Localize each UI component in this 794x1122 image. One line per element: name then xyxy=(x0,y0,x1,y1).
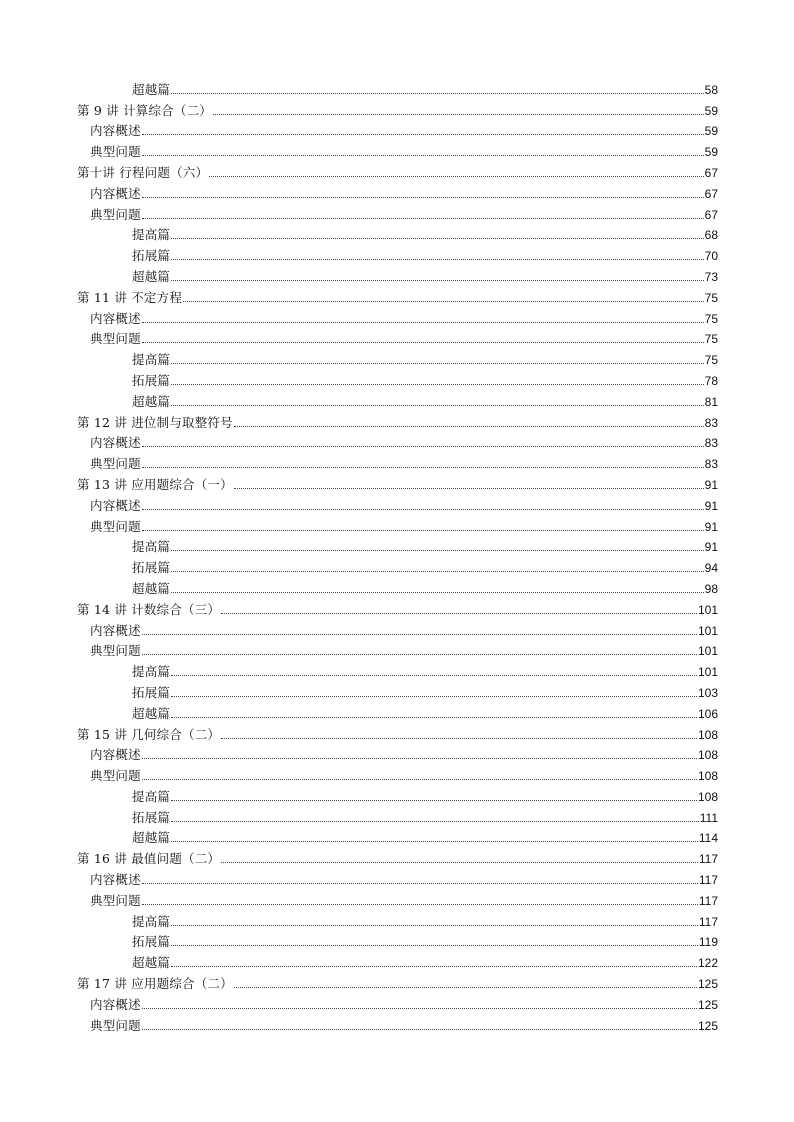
toc-page-number: 117 xyxy=(698,914,718,929)
toc-chapter-entry[interactable] xyxy=(77,284,718,305)
toc-section-entry[interactable] xyxy=(77,742,718,763)
toc-section-entry[interactable] xyxy=(77,326,718,347)
toc-page-number: 103 xyxy=(697,685,718,700)
toc-section-entry[interactable] xyxy=(77,513,718,534)
toc-entry-title: 超越篇 xyxy=(132,580,171,596)
toc-section-entry[interactable] xyxy=(77,305,718,326)
toc-dot-leader xyxy=(171,925,698,926)
toc-page-number: 83 xyxy=(704,415,718,430)
toc-entry-title: 第 16 讲 最值问题（二） xyxy=(77,851,221,867)
toc-page-number: 83 xyxy=(704,436,718,451)
toc-dot-leader xyxy=(142,654,697,655)
toc-dot-leader xyxy=(142,758,697,759)
toc-dot-leader xyxy=(221,862,698,863)
toc-entry-title: 典型问题 xyxy=(90,518,141,534)
toc-dot-leader xyxy=(142,779,697,780)
toc-dot-leader xyxy=(142,446,704,447)
toc-subsection-entry[interactable] xyxy=(77,222,718,243)
toc-entry-title: 典型问题 xyxy=(90,331,141,347)
toc-section-entry[interactable] xyxy=(77,638,718,659)
toc-page-number: 125 xyxy=(697,977,718,992)
toc-subsection-entry[interactable] xyxy=(77,575,718,596)
toc-dot-leader xyxy=(171,966,697,967)
toc-page-number: 75 xyxy=(704,311,718,326)
toc-page-number: 114 xyxy=(698,831,718,846)
toc-page-number: 117 xyxy=(698,852,718,867)
toc-section-entry[interactable] xyxy=(77,180,718,201)
toc-subsection-entry[interactable] xyxy=(77,908,718,929)
toc-entry-title: 拓展篇 xyxy=(132,248,171,264)
toc-dot-leader xyxy=(234,426,704,427)
toc-dot-leader xyxy=(234,987,697,988)
toc-subsection-entry[interactable] xyxy=(77,658,718,679)
toc-entry-title: 内容概述 xyxy=(90,747,141,763)
toc-chapter-entry[interactable] xyxy=(77,596,718,617)
toc-dot-leader xyxy=(142,197,704,198)
toc-dot-leader xyxy=(142,1029,697,1030)
toc-entry-title: 第 15 讲 几何综合（二） xyxy=(77,726,221,742)
toc-page-number: 75 xyxy=(704,332,718,347)
toc-dot-leader xyxy=(171,384,704,385)
toc-entry-title: 提高篇 xyxy=(132,913,171,929)
toc-page-number: 108 xyxy=(697,789,718,804)
toc-page-number: 122 xyxy=(697,956,718,971)
toc-entry-title: 内容概述 xyxy=(90,123,141,139)
toc-chapter-entry[interactable] xyxy=(77,845,718,866)
toc-subsection-entry[interactable] xyxy=(77,825,718,846)
toc-dot-leader xyxy=(171,717,697,718)
toc-page-number: 106 xyxy=(697,706,718,721)
toc-page-number: 125 xyxy=(697,997,718,1012)
toc-section-entry[interactable] xyxy=(77,762,718,783)
toc-dot-leader xyxy=(234,488,704,489)
toc-subsection-entry[interactable] xyxy=(77,929,718,950)
toc-dot-leader xyxy=(142,342,704,343)
toc-entry-title: 第十讲 行程问题（六） xyxy=(77,164,209,180)
toc-page-number: 117 xyxy=(698,893,718,908)
toc-section-entry[interactable] xyxy=(77,201,718,222)
toc-subsection-entry[interactable] xyxy=(77,534,718,555)
toc-chapter-entry[interactable] xyxy=(77,97,718,118)
toc-entry-title: 超越篇 xyxy=(132,955,171,971)
toc-dot-leader xyxy=(142,634,697,635)
toc-dot-leader xyxy=(171,363,704,364)
toc-page-number: 67 xyxy=(704,186,718,201)
toc-dot-leader xyxy=(171,821,699,822)
toc-entry-title: 超越篇 xyxy=(132,830,171,846)
toc-entry-title: 拓展篇 xyxy=(132,809,171,825)
toc-section-entry[interactable] xyxy=(77,617,718,638)
toc-entry-title: 第 14 讲 计数综合（三） xyxy=(77,601,221,617)
toc-dot-leader xyxy=(171,592,704,593)
toc-page-number: 91 xyxy=(704,540,718,555)
toc-page-number: 119 xyxy=(698,935,718,950)
toc-dot-leader xyxy=(142,509,704,510)
toc-dot-leader xyxy=(213,114,704,115)
toc-dot-leader xyxy=(171,945,698,946)
toc-page-number: 59 xyxy=(704,145,718,160)
toc-entry-title: 提高篇 xyxy=(132,352,171,368)
toc-dot-leader xyxy=(171,550,704,551)
toc-entry-title: 超越篇 xyxy=(132,268,171,284)
toc-entry-title: 典型问题 xyxy=(90,206,141,222)
toc-subsection-entry[interactable] xyxy=(77,679,718,700)
toc-dot-leader xyxy=(171,238,704,239)
toc-subsection-entry[interactable] xyxy=(77,367,718,388)
toc-section-entry[interactable] xyxy=(77,138,718,159)
toc-dot-leader xyxy=(171,841,698,842)
toc-page-number: 68 xyxy=(704,228,718,243)
toc-entry-title: 内容概述 xyxy=(90,497,141,513)
toc-subsection-entry[interactable] xyxy=(77,346,718,367)
toc-page-number: 59 xyxy=(704,103,718,118)
toc-dot-leader xyxy=(142,904,698,905)
toc-entry-title: 超越篇 xyxy=(132,705,171,721)
toc-entry-title: 超越篇 xyxy=(132,393,171,409)
toc-dot-leader xyxy=(183,301,704,302)
toc-page-number: 117 xyxy=(698,873,718,888)
toc-dot-leader xyxy=(171,571,704,572)
toc-entry-title: 内容概述 xyxy=(90,996,141,1012)
toc-page-number: 101 xyxy=(697,644,718,659)
toc-page-number: 108 xyxy=(697,727,718,742)
toc-subsection-entry[interactable] xyxy=(77,949,718,970)
toc-entry-title: 提高篇 xyxy=(132,227,171,243)
toc-page-number: 101 xyxy=(697,665,718,680)
toc-dot-leader xyxy=(142,530,704,531)
toc-page-number: 67 xyxy=(704,207,718,222)
toc-section-entry[interactable] xyxy=(77,450,718,471)
toc-entry-title: 提高篇 xyxy=(132,539,171,555)
toc-entry-title: 第 12 讲 进位制与取整符号 xyxy=(77,414,233,430)
toc-section-entry[interactable] xyxy=(77,430,718,451)
toc-dot-leader xyxy=(171,696,697,697)
toc-subsection-entry[interactable] xyxy=(77,263,718,284)
toc-subsection-entry[interactable] xyxy=(77,700,718,721)
toc-section-entry[interactable] xyxy=(77,492,718,513)
toc-page-number: 73 xyxy=(704,269,718,284)
toc-page-number: 78 xyxy=(704,373,718,388)
toc-page-number: 75 xyxy=(704,353,718,368)
toc-page-number: 125 xyxy=(697,1018,718,1033)
toc-entry-title: 第 17 讲 应用题综合（二） xyxy=(77,976,233,992)
toc-page-number: 59 xyxy=(704,124,718,139)
toc-entry-title: 超越篇 xyxy=(132,81,171,97)
toc-dot-leader xyxy=(171,405,704,406)
toc-chapter-entry[interactable] xyxy=(77,721,718,742)
toc-dot-leader xyxy=(142,883,698,884)
toc-dot-leader xyxy=(142,155,704,156)
toc-entry-title: 拓展篇 xyxy=(132,684,171,700)
toc-entry-title: 内容概述 xyxy=(90,185,141,201)
toc-entry-title: 典型问题 xyxy=(90,1017,141,1033)
toc-page-number: 75 xyxy=(704,290,718,305)
toc-entry-title: 典型问题 xyxy=(90,456,141,472)
toc-entry-title: 典型问题 xyxy=(90,768,141,784)
toc-dot-leader xyxy=(142,467,704,468)
toc-page-number: 91 xyxy=(704,498,718,513)
toc-chapter-entry[interactable] xyxy=(77,409,718,430)
toc-entry-title: 拓展篇 xyxy=(132,372,171,388)
toc-entry-title: 第 13 讲 应用题综合（一） xyxy=(77,476,233,492)
toc-chapter-entry[interactable] xyxy=(77,159,718,180)
toc-page-number: 91 xyxy=(704,519,718,534)
toc-entry-title: 典型问题 xyxy=(90,892,141,908)
toc-page-number: 94 xyxy=(704,561,718,576)
toc-dot-leader xyxy=(142,1008,697,1009)
toc-subsection-entry[interactable] xyxy=(77,804,718,825)
toc-dot-leader xyxy=(171,280,704,281)
toc-page-number: 70 xyxy=(704,249,718,264)
toc-entry-title: 第 11 讲 不定方程 xyxy=(77,289,183,305)
toc-dot-leader xyxy=(221,613,697,614)
toc-page-number: 67 xyxy=(704,165,718,180)
toc-section-entry[interactable] xyxy=(77,118,718,139)
toc-chapter-entry[interactable] xyxy=(77,471,718,492)
toc-subsection-entry[interactable] xyxy=(77,242,718,263)
toc-section-entry[interactable] xyxy=(77,991,718,1012)
toc-section-entry[interactable] xyxy=(77,887,718,908)
toc-entry-title: 提高篇 xyxy=(132,788,171,804)
toc-page-number: 108 xyxy=(697,769,718,784)
toc-page-number: 81 xyxy=(704,394,718,409)
toc-dot-leader xyxy=(221,738,697,739)
toc-entry-title: 拓展篇 xyxy=(132,560,171,576)
toc-entry-title: 典型问题 xyxy=(90,144,141,160)
toc-subsection-entry[interactable] xyxy=(77,76,718,97)
toc-chapter-entry[interactable] xyxy=(77,970,718,991)
toc-dot-leader xyxy=(142,322,704,323)
toc-entry-title: 内容概述 xyxy=(90,435,141,451)
toc-page-number: 101 xyxy=(697,623,718,638)
toc-page-number: 58 xyxy=(704,82,718,97)
toc-subsection-entry[interactable] xyxy=(77,388,718,409)
toc-page-number: 111 xyxy=(699,810,718,825)
toc-dot-leader xyxy=(209,176,703,177)
toc-dot-leader xyxy=(171,259,704,260)
toc-subsection-entry[interactable] xyxy=(77,783,718,804)
toc-entry-title: 提高篇 xyxy=(132,664,171,680)
toc-entry-title: 内容概述 xyxy=(90,622,141,638)
toc-section-entry[interactable] xyxy=(77,1012,718,1033)
toc-page-number: 108 xyxy=(697,748,718,763)
toc-entry-title: 内容概述 xyxy=(90,872,141,888)
toc-entry-title: 第 9 讲 计算综合（二） xyxy=(77,102,212,118)
toc-dot-leader xyxy=(142,134,704,135)
toc-section-entry[interactable] xyxy=(77,866,718,887)
toc-page-number: 83 xyxy=(704,457,718,472)
toc-subsection-entry[interactable] xyxy=(77,554,718,575)
toc-dot-leader xyxy=(171,800,697,801)
toc-dot-leader xyxy=(171,675,697,676)
table-of-contents xyxy=(77,76,718,1033)
toc-page-number: 98 xyxy=(704,581,718,596)
toc-dot-leader xyxy=(171,93,704,94)
toc-page-number: 91 xyxy=(704,477,718,492)
toc-page-number: 101 xyxy=(697,602,718,617)
toc-dot-leader xyxy=(142,218,704,219)
toc-entry-title: 拓展篇 xyxy=(132,934,171,950)
toc-entry-title: 内容概述 xyxy=(90,310,141,326)
toc-entry-title: 典型问题 xyxy=(90,643,141,659)
